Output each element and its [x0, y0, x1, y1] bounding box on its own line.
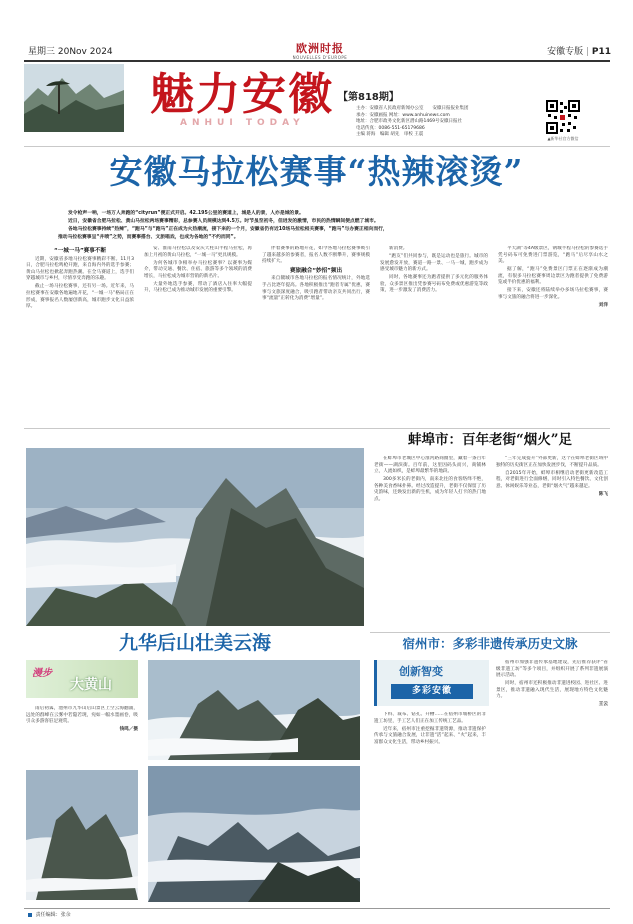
paragraph: 来自赣城市各地马拉松的报名情况统计，外地选手占比逐年提高。各地积极推出“跑者专属”优惠，赛事与文旅深度融合，吸引跑者带动亲友共同出行，赛事“流量”正转化为消费“增量”。	[262, 276, 370, 302]
huangshan-photo-1	[148, 660, 360, 760]
masthead-info-line: 主编 蒋海 编辑 胡先 审校 王震	[356, 132, 424, 138]
paragraph: 伴着赛事的路地开花，如今各地马拉松赛事吸引了越来越多的参赛者，报名人数不断攀升，赛事规模持续扩大。	[262, 246, 370, 265]
footer-rule	[24, 908, 610, 909]
paragraph: 下料、裁布、钻孔、开槽……在宿州市埇桥区的非遗工坊里，手工艺人们正在加工传统工艺品。	[374, 712, 486, 724]
subheading: 赛旅融合“妙招”频出	[289, 267, 343, 274]
badge-top: 创新智变	[399, 665, 443, 678]
byline: 王云	[598, 702, 608, 708]
masthead-info	[356, 106, 536, 139]
masthead-info-line: 承办：安徽画报 网址：www.anhuinews.com	[356, 112, 450, 118]
editor-marker-icon	[28, 913, 32, 917]
header-separator: |	[585, 47, 592, 57]
main-col-3	[262, 246, 370, 426]
paragraph: 同时，宿州市还积极推动非遗进校园、进社区、进景区，推动非遗融入现代生活，展现地方特色文化魅力。	[496, 681, 608, 700]
paragraph: 安、淮南马拉松以及安庆天柱山半程马拉松，再加上月初的黄山马拉松，“一城一马”更具规模。	[144, 246, 252, 258]
header-rule	[24, 60, 610, 62]
badge-bottom: 多彩安徽	[391, 684, 473, 699]
masthead-title-en: ANHUI TODAY	[180, 118, 305, 128]
lead-line: 推动马拉松赛事呈“井喷”之势，而赛事搭台、文旅唱戏，也成为各地的“不约而同”。	[58, 235, 239, 240]
huangshan-title-small: 漫步	[32, 668, 52, 679]
footer-editor	[28, 911, 71, 918]
main-col-4	[380, 246, 488, 426]
bengbu-col-1	[374, 456, 486, 632]
paragraph: 近年来，宿州市注重挖掘非遗资源，推动非遗保护传承与文旅融合发展，让非遗“活”起来、“火”起来，丰富群众文化生活，带动乡村振兴。	[374, 726, 486, 745]
jiuhua-photo	[26, 448, 364, 626]
page-header	[0, 0, 633, 66]
lead-line: 近日，安徽省合肥马拉松、黄山马拉松两场赛事精彩，总参赛人员规模达到4.5万。时节虽至初冬，但迸发的激情，市民的热情瞬间便点燃了城市。	[68, 219, 379, 224]
paragraph: 据了解，“跑马”免费景区门票正在逐渐成为潮流，有很多马拉松赛事周边景区为跑者提供了免费游览或半价优惠的福利。	[498, 267, 608, 286]
paragraph: 为何各城市争相举办马拉松赛事？以赛事为媒介，带动交通、餐饮、住宿、旅游等多个领域的消费增长，马拉松成为城市营销的新名片。	[144, 260, 252, 279]
lead-paragraph	[58, 210, 588, 242]
paragraph: 自2015年开始，蚌埠市相继启动老街更新改造工程，对老街进行全面修缮，同时引入特色餐饮、文化创意、休闲娱乐等业态，老街“烟火气”越来越足。	[496, 470, 608, 489]
byline: 刘洋	[598, 302, 608, 308]
huangshan-photo-2	[26, 770, 138, 900]
qr-caption: ▲新华社官方微信	[547, 136, 579, 141]
subheading: “一城一马”赛事不断	[53, 248, 107, 254]
bengbu-col-2	[496, 456, 608, 632]
masthead-title	[150, 69, 334, 128]
huangshan-paragraph: 雨后初霁，池州市九华山后山景区上空云海翻涌，远处的群峰在云雾中若隐若现，宛如一幅水墨画卷，吸引众多游客驻足观赏。	[26, 706, 138, 725]
section-rule	[24, 428, 610, 429]
huangshan-title-large: 大黄山	[70, 677, 112, 693]
issue-number: 【第818期】	[338, 92, 399, 103]
masthead-photo	[24, 64, 124, 132]
lead-line: 各地马拉松赛事持续“热辣”，“跑马”与“跑马”正在成为火热潮流，接下来的一个月，安徽省仍有近10场马拉松相关赛事，“跑马”与办赛正相向而行，	[68, 227, 388, 232]
logo-cn: 欧洲时报	[296, 42, 344, 55]
main-headline: 安徽马拉松赛事“热辣滚烫”	[109, 152, 524, 191]
main-col-1	[26, 246, 134, 426]
edition-label: 安徽专版	[547, 47, 584, 57]
suzhou-rule	[370, 632, 610, 633]
byline: 陈飞	[598, 491, 608, 497]
editor-label: 责任编辑：张余	[35, 912, 71, 918]
paragraph: 截止一场马拉松赛事，还有另一场。近年来，马拉松赛事在安徽各地遍地开花，“一城一马”格局正在形成，赛事报名人数屡创新高，城市跑步文化日益浓厚。	[26, 284, 134, 310]
main-col-5	[498, 246, 608, 426]
suzhou-col-2	[496, 660, 608, 906]
paragraph: 平天湖”等4A级景区，钢城半程马拉松的参赛选手凭号码布可免费进门票游览，“跑马”后尽享山水之美。	[498, 246, 608, 265]
huangshan-photo-3	[148, 766, 360, 902]
page-number: P11	[591, 47, 611, 57]
masthead-title-cn: 魅力安徽	[150, 69, 334, 120]
qr-code	[546, 100, 580, 134]
bengbu-title: 蚌埠市：百年老街“烟火”足	[407, 432, 573, 448]
masthead-info-line: 电话传真：0086-551-65179686	[356, 125, 425, 131]
paragraph: 在蚌埠市老城区中心淮河路商圈里，藏着一条百年老街——湖滨街。百年前，这里因码头而兴，商铺林立，人流如织，是蚌埠最繁华的地段。	[374, 456, 486, 475]
paragraph: 300多米长的老街内，南来北往的食客络绎不绝，各种美食香味扑鼻。经过改造提升，老街不仅保留了历史韵味，还焕发出新的生机，成为年轻人打卡的热门地点。	[374, 477, 486, 502]
masthead-rule	[24, 146, 610, 147]
main-col-2	[144, 246, 252, 426]
paragraph: 大量外地选手参赛，带动了酒店入住率大幅提升，马拉松已成为推动城市发展的重要引擎。	[144, 281, 252, 294]
suzhou-badge	[374, 660, 489, 706]
suzhou-col-1	[374, 712, 486, 906]
header-date: 星期三 20Nov 2024	[28, 47, 113, 57]
masthead-info-line: 地址：合肥市政务文化新区潜山路1469号安徽日报社	[356, 119, 462, 125]
huangshan-sign: 钱鸣／摄	[119, 727, 138, 733]
jiuhua-caption: 九华后山壮美云海	[118, 632, 271, 654]
paragraph: “三年完成提升”外部更新，这个在蚌埠老街区域中独特的历史街区正在加快发展步伐，不断提升品质。	[496, 456, 608, 468]
suzhou-title: 宿州市：多彩非遗传承历史文脉	[402, 636, 578, 651]
paragraph: 接下来，安徽还将陆续举办多场马拉松赛事，赛事与文旅的融合将进一步深化。	[498, 288, 608, 300]
header-right	[547, 44, 611, 57]
masthead-info-line: 主办：安徽省人民政府新闻办公室 安徽日报报业集团	[356, 106, 469, 111]
paragraph: “跑友”们共同参与，既是运动也是旅行。城市的发展愈发开放，赛道一路一景、一马一城，跑步成为感受城市魅力的新方式。	[380, 253, 488, 273]
paragraph: 同时，各地赛事还为跑者提供了多元化的服务体验，众多景区推出凭参赛号码布免费或优惠游览等政策，进一步激发了消费活力。	[380, 275, 488, 294]
paragraph: 宿州市加强非遗传承基地建设，先后推荐获评“省级非遗工坊”等多个项目，并组织开展了系列非遗展演展示活动。	[496, 660, 608, 679]
logo-fr: NOUVELLES D'EUROPE	[292, 55, 348, 60]
header-logo	[270, 40, 370, 60]
paragraph: 新消费。	[389, 246, 408, 251]
huangshan-banner	[26, 660, 138, 698]
huangshan-text	[26, 706, 138, 766]
paragraph: 近期，安徽省多地马拉松赛事精彩不断。11月3日，合肥马拉松鸣枪开跑，来自海内外的选手参赛；黄山马拉松也掀起奔跑热潮。在全马赛道上，选手们穿越城市与乡村，尽情享受奔跑的乐趣。	[26, 256, 134, 282]
lead-line: 发令枪声一响，一场万人奔跑的“cityrun”便正式开启。42.195公里的赛道上，城是人的景，人亦是城的景。	[68, 211, 304, 216]
